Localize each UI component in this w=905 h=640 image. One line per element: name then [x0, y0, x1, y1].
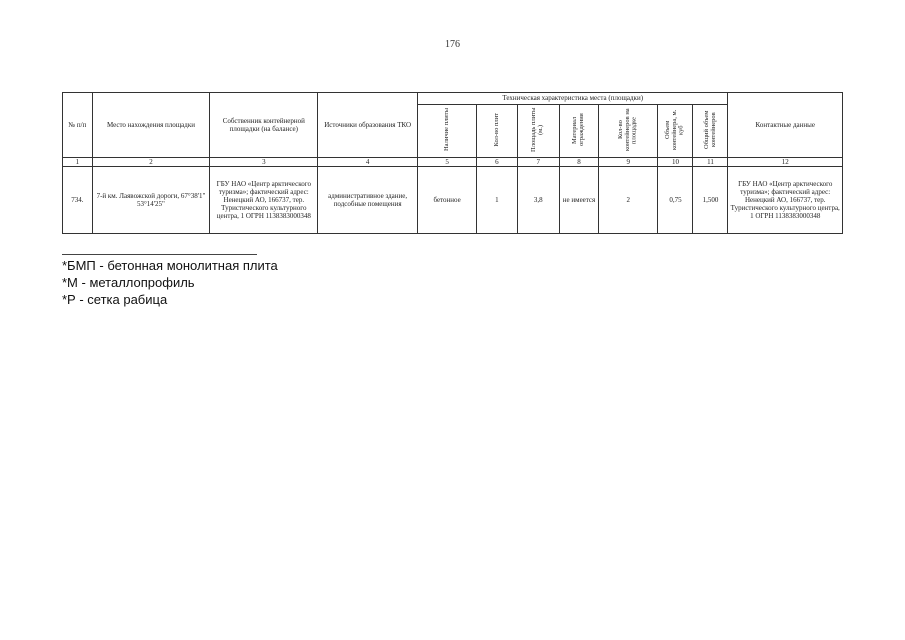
cell-owner: ГБУ НАО «Центр арктического туризма»; фактический адрес: Ненецкий АО, 166737, тер. Туристического культурного центра, 1 ОГРН 1138383000348 [210, 167, 318, 234]
cell-slab: бетонное [417, 167, 476, 234]
header-location: Место нахождения площадки [92, 93, 210, 158]
table-row [63, 167, 843, 234]
column-number: 2 [92, 158, 210, 167]
column-number: 10 [658, 158, 693, 167]
column-number: 11 [693, 158, 728, 167]
header-container-volume [658, 105, 693, 158]
footnote-bmp: *БМП - бетонная монолитная плита [62, 258, 278, 273]
cell-slab-area: 3,8 [517, 167, 559, 234]
column-number: 6 [477, 158, 517, 167]
cell-num: 734. [63, 167, 93, 234]
cell-fence: не имеется [559, 167, 598, 234]
header-slab-count-label: Кол-во плит [492, 113, 500, 147]
table-header-row [63, 93, 843, 105]
column-number: 7 [517, 158, 559, 167]
column-number: 12 [728, 158, 843, 167]
column-number: 3 [210, 158, 318, 167]
footnote-divider [62, 254, 257, 255]
cell-total-volume: 1,500 [693, 167, 728, 234]
header-containers-label: Кол-во контейнеров на площадке [617, 108, 638, 152]
page-number: 176 [445, 39, 460, 50]
header-containers [599, 105, 658, 158]
cell-sources: административное здание, подсобные помещения [318, 167, 418, 234]
footnote-m: *М - металлопрофиль [62, 275, 195, 290]
footnotes [62, 257, 278, 308]
header-slab-area [517, 105, 559, 158]
column-number: 5 [417, 158, 476, 167]
header-total-volume [693, 105, 728, 158]
column-number: 4 [318, 158, 418, 167]
header-slab-area-label: Площадь плиты (м.) [530, 107, 545, 153]
column-number: 8 [559, 158, 598, 167]
cell-container-volume: 0,75 [658, 167, 693, 234]
cell-contacts: ГБУ НАО «Центр арктического туризма»; фактический адрес: Ненецкий АО, 166737, тер. Туристического культурного центра, 1 ОГРН 1138383000348 [728, 167, 843, 234]
header-sources: Источники образования ТКО [318, 93, 418, 158]
cell-location: 7-й км. Лаявожской дороги, 67°38'1" 53°14'25" [92, 167, 210, 234]
header-fence-label: Материал ограждения [571, 113, 586, 147]
header-owner: Собственник контейнерной площадки (на балансе) [210, 93, 318, 158]
cell-containers: 2 [599, 167, 658, 234]
column-number-row [63, 158, 843, 167]
header-slab-label: Наличие плиты [442, 108, 450, 152]
cell-slab-count: 1 [477, 167, 517, 234]
header-slab [417, 105, 476, 158]
header-slab-count [477, 105, 517, 158]
column-number: 9 [599, 158, 658, 167]
header-fence [559, 105, 598, 158]
header-total-volume-label: Общий объем контейнеров [702, 110, 717, 150]
footnote-r: *Р - сетка рабица [62, 292, 168, 307]
header-contacts: Контактные данные [728, 93, 843, 158]
container-sites-table [62, 92, 843, 234]
header-tech-group: Техническая характеристика места (площадки) [417, 93, 728, 105]
header-num: № п/п [63, 93, 93, 158]
header-container-volume-label: Объем контейнера, м. куб [664, 109, 685, 151]
column-number: 1 [63, 158, 93, 167]
